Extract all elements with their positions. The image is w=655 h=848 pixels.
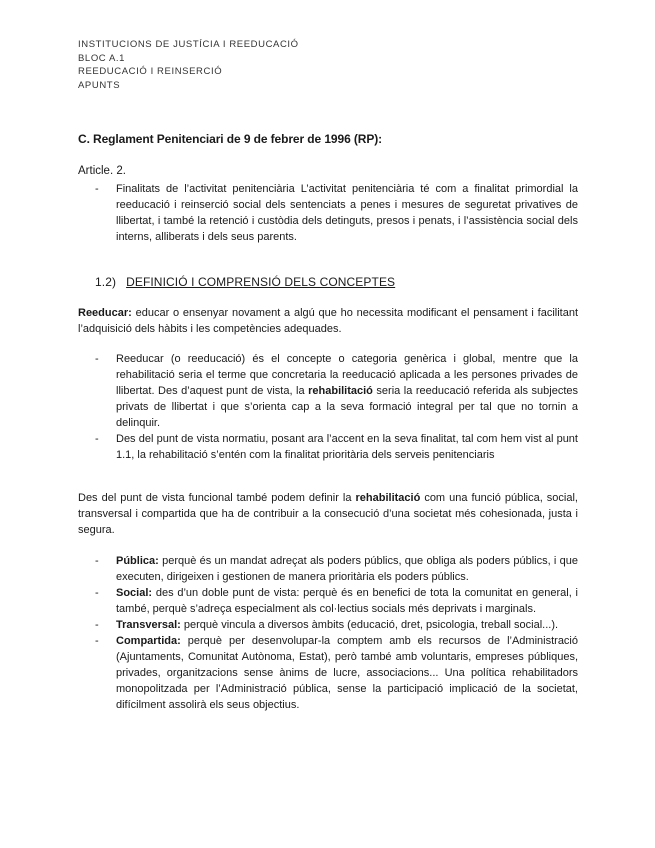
section-heading bbox=[95, 275, 395, 289]
feature-term-social: Social: bbox=[116, 587, 153, 599]
bullet-dash: - bbox=[95, 619, 99, 631]
feature-term-transversal: Transversal: bbox=[116, 619, 181, 631]
bullet-dash: - bbox=[95, 183, 99, 195]
bullet-dash: - bbox=[95, 433, 99, 445]
bullet-dash: - bbox=[95, 353, 99, 365]
bullet-dash: - bbox=[95, 587, 99, 599]
header-line-institution: INSTITUCIONS DE JUSTÍCIA I REEDUCACIÓ bbox=[78, 39, 299, 50]
functional-text-a: Des del punt de vista funcional també podem definir la bbox=[78, 492, 356, 504]
section-title: C. Reglament Penitenciari de 9 de febrer de 1996 (RP): bbox=[78, 132, 383, 146]
article-label: Article. 2. bbox=[78, 165, 126, 177]
header-line-block: BLOC A.1 bbox=[78, 52, 126, 64]
reeducar-definition-text: educar o ensenyar novament a algú que ho necessita modificant el pensament i facilitant l’adquisició dels hàbits i les competències adequades. bbox=[78, 307, 578, 335]
list-item bbox=[78, 553, 578, 585]
header-line-topic: REEDUCACIÓ I REINSERCIÓ bbox=[78, 66, 223, 77]
list-item bbox=[78, 431, 578, 463]
article-bullet-text: Finalitats de l’activitat penitenciària L’activitat penitenciària té com a finalitat primordial la reeducació i reinserció social dels sentenciats a penes i mesures de seguretat privatives de llibertat, i també la retenció i custòdia dels detinguts, presos i penats, i l’assistència social dels interns, alliberats i dels seus parents. bbox=[116, 183, 578, 243]
rehabilitation-bullet-list bbox=[78, 351, 578, 463]
reeducar-definition bbox=[78, 305, 578, 337]
list-item bbox=[78, 633, 578, 713]
header-line-notes: APUNTS bbox=[78, 79, 121, 91]
list-item bbox=[78, 617, 578, 633]
bullet-dash: - bbox=[95, 555, 99, 567]
list-item bbox=[78, 181, 578, 245]
rehab-bullet-1-text-b: seria la reeducació referida als subjectes privats de llibertat i que s’orienta cap a la seva formació integral per tal que no tornin a delinquir. bbox=[116, 385, 578, 429]
functional-text-b: com una funció pública, social, transversal i compartida que ha de contribuir a la consecució d’una societat més cohesionada, justa i segura. bbox=[78, 492, 578, 536]
feature-text-publica: perquè és un mandat adreçat als poders públics, que obliga als poders públics, i que executen, dirigeixen i gestionen de manera prioritària els poders públics. bbox=[116, 555, 578, 583]
feature-text-compartida: perquè per desenvolupar-la comptem amb els recursos de l’Administració (Ajuntaments, Comunitat Autònoma, Estat), però també amb voluntaris, empreses públiques, privades, organitzacions sense ànims de lucre, associacions... Una política rehabilitadors monopolitzada per l’Administració pública, sense la participació implicació de la societat, difícilment assolirà els seus objectius. bbox=[116, 635, 578, 711]
feature-text-transversal: perquè vincula a diversos àmbits (educació, dret, psicologia, treball social...). bbox=[180, 619, 559, 631]
reeducar-term: Reeducar: bbox=[78, 307, 132, 319]
features-bullet-list bbox=[78, 553, 578, 713]
feature-term-compartida: Compartida: bbox=[116, 635, 181, 647]
functional-bold: rehabilitació bbox=[355, 492, 421, 504]
rehab-bullet-1-text-a: Reeducar (o reeducació) és el concepte o categoria genèrica i global, mentre que la rehabilitació seria el terme que concretaria la reeducació aplicada a les persones privades de llibertat. Des d’aquest punt de vista, la bbox=[116, 353, 578, 397]
rehab-bullet-2-text: Des del punt de vista normatiu, posant ara l’accent en la seva finalitat, tal com hem vist al punt 1.1, la rehabilitació s’entén com la finalitat prioritària dels serveis penitenciaris bbox=[116, 433, 578, 461]
functional-paragraph bbox=[78, 490, 578, 538]
bullet-dash: - bbox=[95, 635, 99, 647]
section-heading-text: DEFINICIÓ I COMPRENSIÓ DELS CONCEPTES bbox=[126, 275, 396, 289]
section-number: 1.2) bbox=[95, 275, 117, 289]
list-item bbox=[78, 351, 578, 431]
feature-term-publica: Pública: bbox=[116, 555, 159, 567]
article-bullet-list bbox=[78, 181, 578, 245]
document-header bbox=[78, 38, 299, 92]
feature-text-social: des d’un doble punt de vista: perquè és en benefici de tota la comunitat en general, i també, perquè s’adreça especialment als col·lectius socials més deprivats i marginals. bbox=[116, 587, 578, 615]
rehab-bullet-1-bold: rehabilitació bbox=[308, 385, 373, 397]
list-item bbox=[78, 585, 578, 617]
